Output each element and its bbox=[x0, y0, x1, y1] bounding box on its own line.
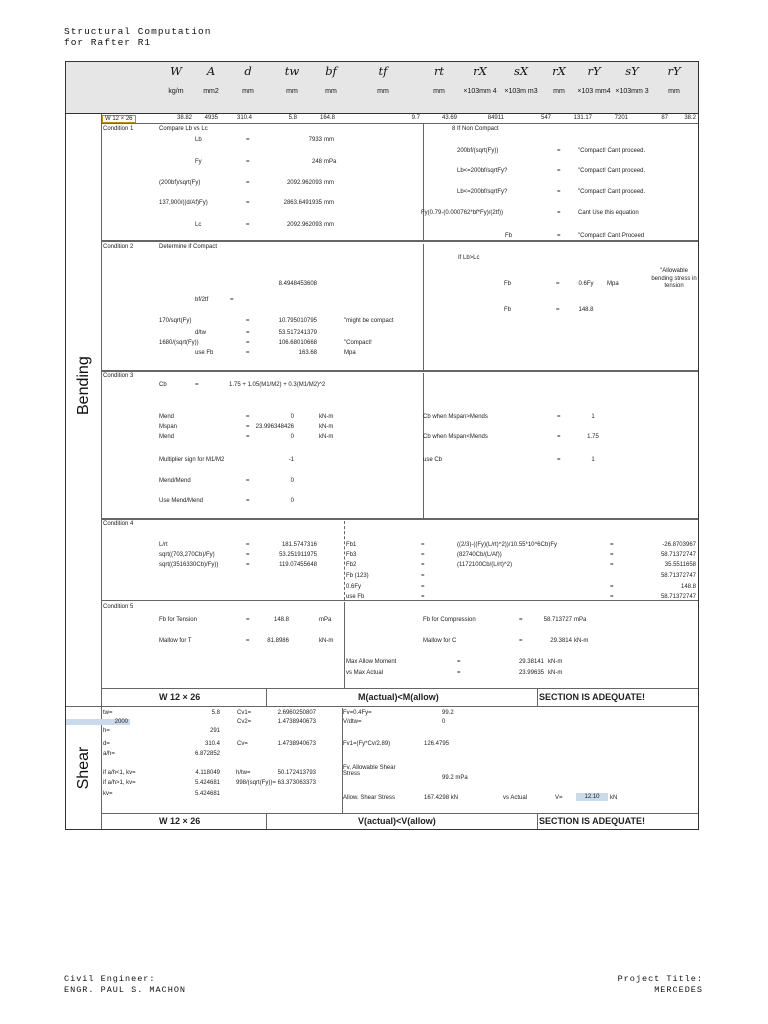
equals-sign: = bbox=[557, 414, 561, 420]
property-unit: mm bbox=[553, 88, 565, 95]
property-unit: mm bbox=[325, 88, 337, 95]
equals-sign: = bbox=[519, 617, 523, 623]
var-note: "might be compact bbox=[344, 318, 394, 324]
var-label: h/tw= bbox=[236, 770, 251, 776]
row-divider bbox=[101, 600, 698, 601]
summary-check: M(actual)<M(allow) bbox=[358, 692, 439, 702]
var-value: 106.68010668 bbox=[278, 340, 317, 346]
equals-sign: = bbox=[457, 670, 461, 676]
property-value: 131.17 bbox=[573, 115, 592, 121]
var-value: 58.71372747 bbox=[660, 573, 696, 579]
equals-sign: = bbox=[557, 168, 561, 174]
var-value: 58.71372747 bbox=[660, 552, 696, 558]
equals-sign: = bbox=[457, 659, 461, 665]
var-unit: Mpa bbox=[607, 281, 619, 287]
property-symbol: d bbox=[244, 64, 252, 78]
var-label: Fv, Allowable Shear Stress bbox=[343, 765, 396, 777]
property-symbol: sX bbox=[513, 64, 529, 78]
property-value: 84911 bbox=[487, 115, 504, 121]
c2-mid-divider bbox=[423, 244, 424, 370]
equals-sign: = bbox=[246, 617, 250, 623]
var-value: 53.517241379 bbox=[278, 330, 317, 336]
var-label: tw= bbox=[103, 710, 113, 716]
var-value: 148.8 bbox=[680, 584, 696, 590]
var-label: Mend/Mend bbox=[159, 478, 191, 484]
shear-section-label: Shear bbox=[75, 746, 92, 790]
property-unit: mm bbox=[433, 88, 445, 95]
var-value: 0.6Fy bbox=[578, 281, 594, 287]
computation-table bbox=[65, 113, 699, 830]
project-title-label: Project Title: bbox=[617, 974, 703, 984]
property-value: 38.82 bbox=[176, 115, 192, 121]
equals-sign: = bbox=[557, 210, 561, 216]
var-value: 0 bbox=[442, 719, 446, 725]
condition-title: Condition 3 bbox=[103, 373, 134, 379]
var-value: 99.2 mPa bbox=[442, 775, 468, 781]
equals-sign: = bbox=[421, 552, 425, 558]
property-unit: ×103m m3 bbox=[504, 88, 538, 95]
var-unit: kN-m bbox=[574, 638, 589, 644]
equals-sign: = bbox=[246, 350, 250, 356]
var-label: Mspan bbox=[159, 424, 178, 430]
summary-result: SECTION IS ADEQUATE! bbox=[539, 816, 646, 826]
property-symbol: A bbox=[206, 64, 216, 78]
var-label: 1680/(sqrt(Fy)) bbox=[159, 340, 199, 346]
property-symbol: W bbox=[170, 64, 182, 78]
var-label: Fb2 bbox=[346, 562, 357, 568]
property-symbol: rX bbox=[473, 64, 487, 78]
equals-sign: = bbox=[246, 200, 250, 206]
var-value: 291 bbox=[209, 728, 220, 734]
var-value: 5.8 bbox=[211, 710, 220, 716]
summary-section: W 12 × 26 bbox=[159, 692, 201, 702]
var-value: 0 bbox=[290, 434, 294, 440]
equals-sign: = bbox=[246, 180, 250, 186]
var-label: Fv=0.4Fy= bbox=[343, 710, 372, 716]
var-label: Fb1 bbox=[346, 542, 357, 548]
var-value: 50.172413793 bbox=[277, 770, 316, 776]
var-value: 1.75 bbox=[587, 434, 599, 440]
equals-sign: = bbox=[610, 594, 614, 600]
var-value: 23.99635 bbox=[518, 670, 544, 676]
var-value: 5.424681 bbox=[194, 791, 220, 797]
var-value: 0 bbox=[290, 414, 294, 420]
var-label: use Fb bbox=[346, 594, 365, 600]
var-value: 1.4738940673 bbox=[277, 741, 316, 747]
summary-divider bbox=[266, 813, 267, 829]
var-unit: mm bbox=[324, 200, 334, 206]
var-unit: mm bbox=[324, 180, 334, 186]
var-label: sqrt((3516330Cb)/Fy)) bbox=[159, 562, 219, 568]
c1-mid-divider bbox=[423, 124, 424, 240]
subcondition-title: 8 If Non Compact bbox=[452, 126, 499, 132]
bending-bottom bbox=[66, 706, 698, 707]
var-label: Fb3 bbox=[346, 552, 357, 558]
var-value: -26.8703967 bbox=[662, 542, 696, 548]
summary-check: V(actual)<V(allow) bbox=[358, 816, 436, 826]
property-value: 310.4 bbox=[236, 115, 252, 121]
row-divider bbox=[101, 241, 698, 242]
var-label: Allow. Shear Stress bbox=[343, 795, 396, 801]
equals-sign: = bbox=[421, 542, 425, 548]
equals-sign: = bbox=[610, 552, 614, 558]
var-unit: kN-m bbox=[548, 670, 563, 676]
var-unit: mm bbox=[324, 222, 334, 228]
var-label: d/tw bbox=[195, 330, 207, 336]
var-value: 181.5747316 bbox=[281, 542, 317, 548]
var-label: Lb<=200bf/sqrtFy? bbox=[457, 189, 508, 195]
var-label: vs Max Actual bbox=[346, 670, 384, 676]
var-value: 119.07455648 bbox=[279, 562, 317, 568]
var-value: 2863.6491935 bbox=[283, 200, 322, 206]
condition-title: Condition 2 bbox=[103, 244, 134, 250]
equals-sign: = bbox=[421, 584, 425, 590]
var-value: 63.373063373 bbox=[277, 780, 316, 786]
condition-title: Condition 4 bbox=[103, 521, 134, 527]
property-unit: ×103mm 3 bbox=[615, 88, 649, 95]
var-label: Mallow for T bbox=[159, 638, 192, 644]
equals-sign: = bbox=[557, 148, 561, 154]
fb-formula: (82740Cb/(L/Af)) bbox=[457, 552, 502, 558]
equals-sign: = bbox=[246, 159, 250, 165]
var-label: sqrt((703,270Cb)/Fy) bbox=[159, 552, 215, 558]
equals-sign: = bbox=[610, 562, 614, 568]
equals-sign: = bbox=[519, 638, 523, 644]
equals-sign: = bbox=[230, 297, 234, 303]
var-value: 81.8986 bbox=[267, 638, 289, 644]
var-value: 0 bbox=[290, 498, 294, 504]
subcondition-title: If Lb>Lc bbox=[458, 255, 480, 261]
var-label: 0.6Fy bbox=[346, 584, 362, 590]
section-properties-header bbox=[65, 61, 699, 114]
var-label: Cv1= bbox=[237, 710, 252, 716]
shear-input-value: 12.10 bbox=[576, 793, 608, 801]
equals-sign: = bbox=[246, 330, 250, 336]
var-label: Cb when Mspan<Mends bbox=[423, 434, 488, 440]
property-unit: mm bbox=[242, 88, 254, 95]
var-label: Fb for Tension bbox=[159, 617, 197, 623]
var-label: Mend bbox=[159, 434, 175, 440]
stress-note: "Allowable bending stress in tension bbox=[651, 268, 697, 289]
bending-section-label: Bending bbox=[75, 356, 92, 415]
property-unit: ×103mm 4 bbox=[463, 88, 497, 95]
property-value: 38.2 bbox=[684, 115, 696, 121]
var-value: 6.872852 bbox=[194, 751, 220, 757]
condition-description: Compare Lb vs Lc bbox=[159, 126, 208, 132]
var-unit: mm bbox=[324, 137, 334, 143]
var-label: Fy bbox=[195, 159, 202, 165]
property-value: 164.8 bbox=[319, 115, 335, 121]
var-label: h= bbox=[103, 728, 110, 734]
var-label: if a/h>1, kv= bbox=[103, 780, 136, 786]
var-label: Cv2= bbox=[237, 719, 252, 725]
var-label: vs Actual bbox=[503, 795, 528, 801]
property-unit: mm bbox=[668, 88, 680, 95]
equals-sign: = bbox=[421, 573, 425, 579]
var-value: 58.713727 bbox=[543, 617, 572, 623]
equals-sign: = bbox=[610, 584, 614, 590]
var-label: 998/(sqrt(Fy))= bbox=[236, 780, 276, 786]
property-symbol: bf bbox=[325, 64, 337, 78]
var-unit: kN-m bbox=[319, 414, 334, 420]
equals-sign: = bbox=[195, 382, 199, 388]
var-value: 53.251911975 bbox=[279, 552, 317, 558]
var-label: Cb bbox=[159, 382, 167, 388]
property-value: 5.8 bbox=[288, 115, 297, 121]
equals-sign: = bbox=[246, 638, 250, 644]
var-label: Fb bbox=[505, 233, 513, 239]
var-value: 0 bbox=[290, 478, 294, 484]
condition-description: Determine if Compact bbox=[159, 244, 218, 250]
var-value: 29.3814 bbox=[550, 638, 572, 644]
var-value: 7933 bbox=[308, 137, 322, 143]
row-divider bbox=[101, 371, 698, 372]
var-value: 310.4 bbox=[204, 741, 220, 747]
var-value: 248 bbox=[311, 159, 322, 165]
var-value: 126.4795 bbox=[424, 741, 450, 747]
var-value: 10.795010795 bbox=[278, 318, 317, 324]
equals-sign: = bbox=[246, 424, 250, 430]
var-unit: mPa bbox=[324, 159, 337, 165]
property-symbol: tw bbox=[284, 64, 300, 78]
section-designation: W 12 × 26 bbox=[102, 115, 136, 123]
property-value: 4935 bbox=[204, 115, 218, 121]
engineer-name: ENGR. PAUL S. MACHON bbox=[64, 985, 187, 995]
var-value: "Compact! Cant proceed. bbox=[578, 148, 646, 154]
fb-formula: ((2/3)-((Fy)(L/rt)^2))/10.55*10^6Cb)Fy bbox=[457, 542, 557, 548]
equals-sign: = bbox=[610, 542, 614, 548]
var-label: kv= bbox=[103, 791, 113, 797]
summary-section: W 12 × 26 bbox=[159, 816, 201, 826]
equals-sign: = bbox=[246, 542, 250, 548]
equals-sign: = bbox=[246, 340, 250, 346]
fb-formula: (1172100Cb/(L/rt)^2) bbox=[457, 562, 513, 568]
var-label: use Cb bbox=[423, 457, 443, 463]
var-label: Max Allow Moment bbox=[346, 659, 397, 665]
var-unit: kN-m bbox=[319, 424, 334, 430]
equals-sign: = bbox=[557, 189, 561, 195]
property-value: 87 bbox=[661, 115, 668, 121]
equals-sign: = bbox=[556, 307, 560, 313]
property-symbol: rt bbox=[433, 64, 445, 78]
project-title-value: MERCEDES bbox=[654, 985, 703, 995]
equals-sign: = bbox=[246, 478, 250, 484]
var-label: Cb when Mspan>Mends bbox=[423, 414, 488, 420]
property-value: 9.7 bbox=[411, 115, 420, 121]
var-value: 35.5511658 bbox=[664, 562, 696, 568]
summary-result: SECTION IS ADEQUATE! bbox=[539, 692, 646, 702]
property-unit: mm bbox=[286, 88, 298, 95]
var-value: Cant Use this equation bbox=[578, 210, 639, 216]
var-value: -1 bbox=[288, 457, 294, 463]
var-label: a/h= bbox=[103, 751, 115, 757]
var-label: if a/h<1, kv= bbox=[103, 770, 136, 776]
var-value: 23.996348426 bbox=[255, 424, 294, 430]
var-unit: mPa bbox=[319, 617, 332, 623]
var-label: Multiplier sign for M1/M2 bbox=[159, 457, 225, 463]
row-divider bbox=[101, 519, 698, 520]
var-value: 1.4738940673 bbox=[277, 719, 316, 725]
property-value: 7201 bbox=[614, 115, 628, 121]
var-unit: kN-m bbox=[319, 434, 334, 440]
values-row-bottom bbox=[101, 123, 698, 124]
var-unit: kN bbox=[610, 795, 618, 801]
var-label: L/rt bbox=[159, 542, 168, 548]
var-label: Mallow for C bbox=[423, 638, 457, 644]
var-value: 4.118049 bbox=[195, 770, 220, 776]
var-label: 200bf/(sqrt(Fy)) bbox=[457, 148, 499, 154]
var-label: (200bf)/sqrt(Fy) bbox=[159, 180, 201, 186]
equals-sign: = bbox=[557, 434, 561, 440]
equals-sign: = bbox=[421, 562, 425, 568]
summary-divider bbox=[266, 688, 267, 706]
property-symbol: sY bbox=[625, 64, 639, 78]
property-symbol: tf bbox=[378, 64, 388, 78]
var-value: 1 bbox=[591, 457, 595, 463]
var-value: "Compact! Cant proceed. bbox=[578, 189, 646, 195]
var-value: "Compact! Cant Proceed bbox=[578, 233, 645, 239]
equals-sign: = bbox=[246, 137, 250, 143]
var-label: Cv= bbox=[237, 741, 248, 747]
var-label: Fb bbox=[504, 281, 512, 287]
equals-sign: = bbox=[246, 222, 250, 228]
equals-sign: = bbox=[246, 318, 250, 324]
doc-subtitle: for Rafter R1 bbox=[64, 37, 152, 48]
var-label: Fv1=(Fy*Cv/2.89) bbox=[343, 741, 391, 747]
var-value: 58.71372747 bbox=[660, 594, 696, 600]
property-symbol: rY bbox=[587, 64, 601, 78]
property-value: 43.69 bbox=[441, 115, 457, 121]
equals-sign: = bbox=[421, 594, 425, 600]
var-value: "Compact! Cant proceed. bbox=[578, 168, 646, 174]
equals-sign: = bbox=[246, 414, 250, 420]
var-note: Mpa bbox=[344, 350, 356, 356]
doc-title: Structural Computation bbox=[64, 26, 212, 37]
var-label: Fb for Compression bbox=[423, 617, 476, 623]
var-label: use Fb bbox=[195, 350, 214, 356]
var-label: Use Mend/Mend bbox=[159, 498, 204, 504]
var-value: 8.4948453608 bbox=[278, 281, 317, 287]
var-label: V/dtw= bbox=[343, 719, 362, 725]
var-label: Lb bbox=[195, 137, 202, 143]
summary-divider bbox=[537, 688, 538, 706]
var-note: "Compact! bbox=[344, 340, 372, 346]
equals-sign: = bbox=[246, 498, 250, 504]
var-value: 2092.962093 bbox=[286, 180, 322, 186]
var-label: Fb (123) bbox=[346, 573, 369, 579]
var-label: Fy(0.79-(0.000762*bf*Fy)/(2tf)) bbox=[421, 210, 504, 216]
var-value: 99.2 bbox=[442, 710, 454, 716]
var-value: 167.4298 kN bbox=[424, 795, 459, 801]
var-label: Lc bbox=[195, 222, 202, 228]
condition-title: Condition 5 bbox=[103, 604, 134, 610]
summary-divider bbox=[537, 813, 538, 829]
var-label: d= bbox=[103, 741, 110, 747]
equals-sign: = bbox=[557, 233, 561, 239]
equals-sign: = bbox=[557, 457, 561, 463]
row-divider bbox=[101, 813, 698, 814]
var-value: 2000 bbox=[66, 719, 130, 725]
var-label: Lb<=200bf/sqrtFy? bbox=[457, 168, 508, 174]
var-value: 5.424681 bbox=[194, 780, 220, 786]
row-divider bbox=[101, 688, 698, 689]
var-value: 29.38141 bbox=[518, 659, 544, 665]
property-unit: kg/m bbox=[168, 88, 184, 95]
engineer-label: Civil Engineer: bbox=[64, 974, 156, 984]
var-value: 163.68 bbox=[298, 350, 317, 356]
var-unit: kN-m bbox=[319, 638, 334, 644]
var-value: 148.8 bbox=[578, 307, 594, 313]
var-label: bf/2tf bbox=[195, 297, 209, 303]
cb-formula: 1.75 + 1.05(M1/M2) + 0.3(M1/M2)^2 bbox=[229, 382, 326, 388]
property-unit: mm2 bbox=[203, 88, 219, 95]
property-unit: mm bbox=[377, 88, 389, 95]
var-label: V= bbox=[555, 795, 563, 801]
var-unit: mPa bbox=[574, 617, 587, 623]
var-value: 148.8 bbox=[273, 617, 289, 623]
var-value: 1 bbox=[591, 414, 595, 420]
property-symbol: rX bbox=[552, 64, 566, 78]
property-unit: ×103 mm4 bbox=[577, 88, 611, 95]
var-value: 2092.962093 bbox=[286, 222, 322, 228]
var-unit: kN-m bbox=[548, 659, 563, 665]
var-value: 2.6960250807 bbox=[277, 710, 316, 716]
property-value: 547 bbox=[540, 115, 551, 121]
var-label: 137,900/((d/Af)Fy) bbox=[159, 200, 208, 206]
equals-sign: = bbox=[246, 434, 250, 440]
equals-sign: = bbox=[556, 281, 560, 287]
var-label: 170/sqrt(Fy) bbox=[159, 318, 192, 324]
c3-mid-divider bbox=[423, 373, 424, 518]
var-label: Mend bbox=[159, 414, 175, 420]
var-label: Fb bbox=[504, 307, 512, 313]
equals-sign: = bbox=[246, 552, 250, 558]
property-symbol: rY bbox=[667, 64, 681, 78]
equals-sign: = bbox=[246, 562, 250, 568]
condition-title: Condition 1 bbox=[103, 126, 134, 132]
